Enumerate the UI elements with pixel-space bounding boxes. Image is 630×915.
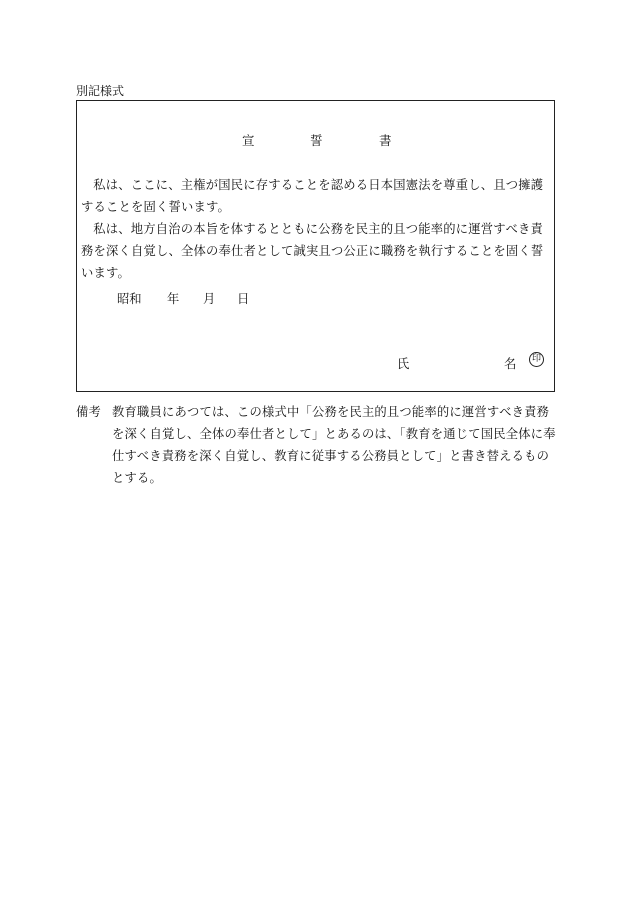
title-char-1: 宣 [242, 133, 255, 148]
date-era: 昭和 [117, 292, 142, 306]
remarks [76, 401, 556, 489]
remarks-heading: 備考 [76, 405, 101, 419]
oath-form-box [76, 100, 555, 392]
signature-row [77, 354, 554, 372]
date-year: 年 [167, 292, 180, 306]
signature-name-second: 名 [504, 357, 517, 371]
oath-paragraph-duty: 私は、地方自治の本旨を体するとともに公務を民主的且つ能率的に運営すべき責務を深く自覚し、全体の奉仕者として誠実且つ公正に職務を執行することを固く誓います。 [81, 222, 544, 280]
remarks-text: 教育職員にあつては、この様式中「公務を民主的且つ能率的に運営すべき責務を深く自覚し、全体の奉仕者として」とあるのは、「教育を通じて国民全体に奉仕すべき責務を深く自覚し、教育に従事する公務員として」と書き替えるものとする。 [112, 405, 556, 485]
oath-paragraph-constitution: 私は、ここに、主権が国民に存することを認める日本国憲法を尊重し、且つ擁護することを固く誓います。 [81, 178, 544, 214]
signature-name-first: 氏 [397, 357, 410, 371]
form-label: 別記様式 [76, 84, 125, 98]
seal-icon: 印 [529, 352, 544, 367]
date-row [77, 289, 554, 305]
title-char-2: 誓 [310, 133, 323, 148]
date-month: 月 [203, 292, 216, 306]
oath-title [77, 131, 554, 147]
oath-body [81, 174, 553, 284]
remarks-block [76, 401, 556, 489]
title-char-3: 書 [379, 133, 392, 148]
date-day: 日 [237, 292, 250, 306]
